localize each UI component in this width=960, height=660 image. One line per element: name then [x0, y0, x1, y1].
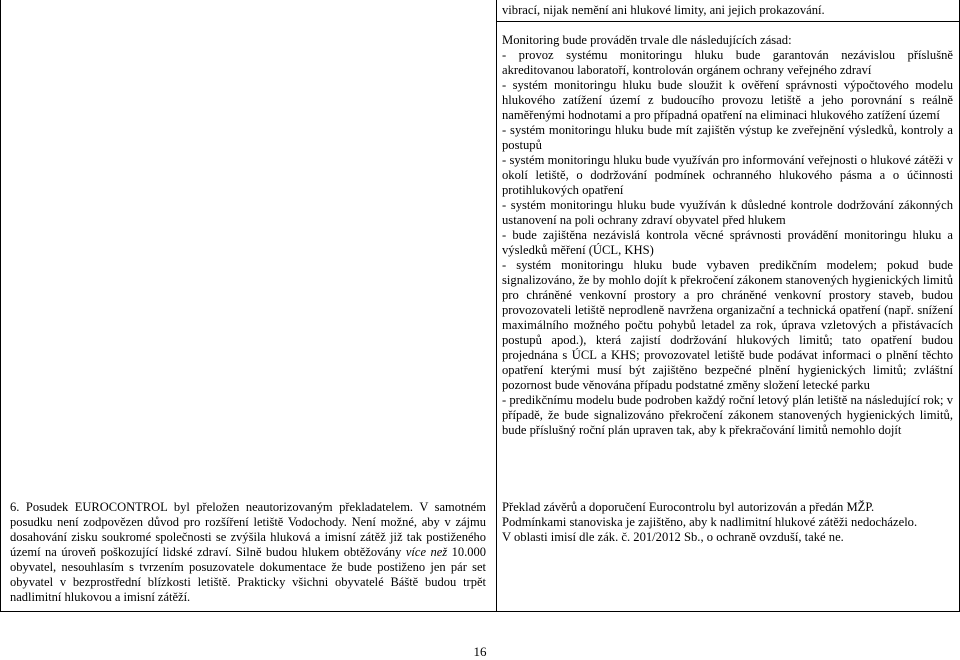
- response-line: Podmínkami stanoviska je zajištěno, aby k nadlimitní hlukové zátěži nedocházelo.: [502, 515, 918, 529]
- monitoring-item: - systém monitoringu hluku bude mít zajištěn výstup ke zveřejnění výsledků, kontroly a postupů: [502, 123, 953, 152]
- monitoring-item: - bude zajištěna nezávislá kontrola věcné správnosti provádění monitoringu hluku a výsledků měření (ÚCL, KHS): [502, 228, 953, 257]
- objection-text: 6. Posudek EUROCONTROL byl přeložen neautorizovaným překladatelem. V samotném posudku není zodpovězen důvod pro rozšíření letiště Vodochody. Není možné, aby v zájmu dosahování zisku soukromé společnosti se zvýšila hluková a imisní zátěž již tak postiženého území na úroveň poškozující lidské zdraví. Silně budou hlukem obtěžovány: [10, 500, 486, 559]
- table-border-middle: [496, 0, 497, 611]
- monitoring-section: [502, 33, 953, 438]
- objection-emphasis: více než: [405, 545, 448, 559]
- response-line: V oblasti imisí dle zák. č. 201/2012 Sb., o ochraně ovzduší, také ne.: [502, 530, 844, 544]
- objection-text-continued: 10.000 obyvatel, nesouhlasím s tvrzením posuzovatele dokumentace že bude postiženo jen pár set obyvatel v bezprostřední blízkosti letiště. Prakticky všichni obyvatelé Báště budou trpět nadlimitní hlukovou a imisní zátěží.: [10, 545, 487, 604]
- monitoring-item: - systém monitoringu hluku bude využíván k důsledné kontrole dodržování zákonných ustanovení na poli ochrany zdraví obyvatel před hlukem: [502, 198, 953, 227]
- table-border-bottom: [0, 611, 960, 612]
- monitoring-item: - systém monitoringu hluku bude vybaven predikčním modelem; pokud bude signalizováno, že by mohlo dojít k překročení zákonem stanovených hygienických limitů pro chráněné venkovní prostory a pro chráněné venkovní prostory staveb, budou provozovateli letiště neprodleně navržena organizační a technická opatření (např. snížení maximálního možného počtu pohybů letadel za rok, úprava vzletových a přistávacích postupů apod.), která zajistí dodržování hlukových limitů; tato opatření budou projednána s ÚCL a KHS; provozovatel letiště bude podávat informaci o plnění těchto opatření kterými musí být zajištěno bezpečné plnění hygienických limitů; zvláštní pozornost bude věnována případu podstatné změny složení letecké parku: [502, 258, 953, 392]
- monitoring-item: - predikčnímu modelu bude podroben každý roční letový plán letiště na následující rok; v případě, že bude signalizováno překročení zákonem stanovených hygienických limitů, bude příslušný roční plán upraven tak, aby k překračování limitů nemohlo dojít: [502, 393, 953, 437]
- monitoring-intro: Monitoring bude prováděn trvale dle následujících zásad:: [502, 33, 792, 47]
- response-line: Překlad závěrů a doporučení Eurocontrolu byl autorizován a předán MŽP.: [502, 500, 875, 514]
- monitoring-item: - systém monitoringu hluku bude využíván pro informování veřejnosti o hlukové zátěži v okolí letiště, o dodržování podmínek ochranného hlukového pásma a o účinnosti protihlukových opatření: [502, 153, 953, 197]
- continued-text-line: vibrací, nijak nemění ani hlukové limity, ani jejich prokazování.: [502, 3, 825, 17]
- table-border-left: [0, 0, 1, 611]
- monitoring-item: - provoz systému monitoringu hluku bude garantován nezávislou příslušně akreditovanou laboratoří, kontrolován orgánem ochrany veřejného zdraví: [502, 48, 953, 77]
- objection-paragraph: [10, 500, 486, 605]
- table-row-divider: [496, 21, 960, 22]
- response-section: [502, 500, 953, 545]
- page-number: 16: [473, 644, 487, 659]
- monitoring-item: - systém monitoringu hluku bude sloužit k ověření správnosti výpočtového modelu hlukového zatížení území z budoucího provozu letiště a jeho porovnání s reálně naměřenými hodnotami a pro případná opatření na eliminaci hlukového zatížení území: [502, 78, 953, 122]
